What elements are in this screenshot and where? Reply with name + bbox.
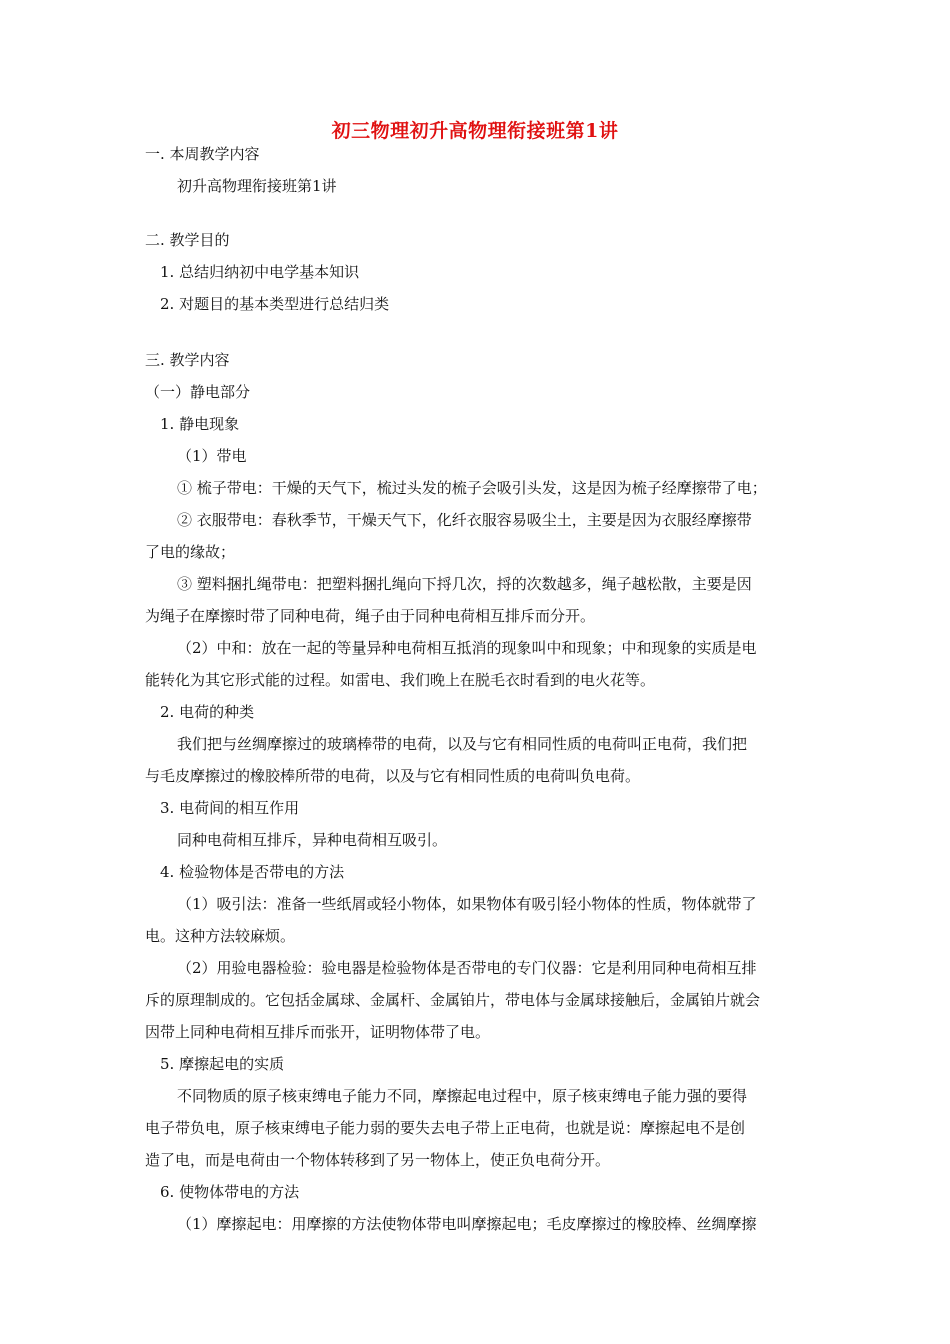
paragraph-line: 斥的原理制成的。它包括金属球、金属杆、金属铂片，带电体与金属球接触后，金属铂片就会 [145, 991, 761, 1009]
paragraph-line: 我们把与丝绸摩擦过的玻璃棒带的电荷，以及与它有相同性质的电荷叫正电荷，我们把 [177, 735, 748, 753]
paragraph-line: ② 衣服带电：春秋季节，干燥天气下，化纤衣服容易吸尘土，主要是因为衣服经摩擦带 [177, 511, 752, 529]
section-heading-1: 一. 本周教学内容 [145, 145, 260, 163]
paragraph-line: ① 梳子带电：干燥的天气下，梳过头发的梳子会吸引头发，这是因为梳子经摩擦带了电； [177, 479, 767, 497]
list-item: 6. 使物体带电的方法 [160, 1183, 300, 1201]
paragraph-line: 不同物质的原子核束缚电子能力不同，摩擦起电过程中，原子核束缚电子能力强的要得 [177, 1087, 748, 1105]
list-item: 2. 对题目的基本类型进行总结归类 [160, 295, 390, 313]
list-item: 5. 摩擦起电的实质 [160, 1055, 285, 1073]
paragraph-line: 了电的缘故； [145, 543, 236, 561]
paragraph-line: 因带上同种电荷相互排斥而张开，证明物体带了电。 [145, 1023, 491, 1041]
page-title: 初三物理初升高物理衔接班第1讲 [331, 120, 619, 142]
sub-item: （1）带电 [177, 447, 247, 465]
paragraph-line: 为绳子在摩擦时带了同种电荷，绳子由于同种电荷相互排斥而分开。 [145, 607, 596, 625]
paragraph-line: （2）中和：放在一起的等量异种电荷相互抵消的现象叫中和现象；中和现象的实质是电 [177, 639, 757, 657]
paragraph-line: （2）用验电器检验：验电器是检验物体是否带电的专门仪器：它是利用同种电荷相互排 [177, 959, 757, 977]
list-item: 1. 静电现象 [160, 415, 240, 433]
paragraph-line: 与毛皮摩擦过的橡胶棒所带的电荷，以及与它有相同性质的电荷叫负电荷。 [145, 767, 641, 785]
section-heading-2: 二. 教学目的 [145, 231, 230, 249]
paragraph-line: 能转化为其它形式能的过程。如雷电、我们晚上在脱毛衣时看到的电火花等。 [145, 671, 656, 689]
section-heading-3: 三. 教学内容 [145, 351, 230, 369]
list-item: 3. 电荷间的相互作用 [160, 799, 300, 817]
list-item: 2. 电荷的种类 [160, 703, 255, 721]
paragraph-line: ③ 塑料捆扎绳带电：把塑料捆扎绳向下捋几次，捋的次数越多，绳子越松散，主要是因 [177, 575, 752, 593]
paragraph-line: 电子带负电，原子核束缚电子能力弱的要失去电子带上正电荷，也就是说：摩擦起电不是创 [145, 1119, 746, 1137]
paragraph-line: 同种电荷相互排斥，异种电荷相互吸引。 [177, 831, 448, 849]
list-item: 1. 总结归纳初中电学基本知识 [160, 263, 360, 281]
list-item: 4. 检验物体是否带电的方法 [160, 863, 345, 881]
paragraph-line: 造了电，而是电荷由一个物体转移到了另一物体上，使正负电荷分开。 [145, 1151, 611, 1169]
paragraph-line: 初升高物理衔接班第1讲 [177, 177, 337, 195]
paragraph-line: （1）吸引法：准备一些纸屑或轻小物体，如果物体有吸引轻小物体的性质，物体就带了 [177, 895, 757, 913]
paragraph-line: 电。这种方法较麻烦。 [145, 927, 296, 945]
paragraph-line: （1）摩擦起电：用摩擦的方法使物体带电叫摩擦起电；毛皮摩擦过的橡胶棒、丝绸摩擦 [177, 1215, 757, 1233]
subsection-heading: （一）静电部分 [145, 383, 251, 401]
